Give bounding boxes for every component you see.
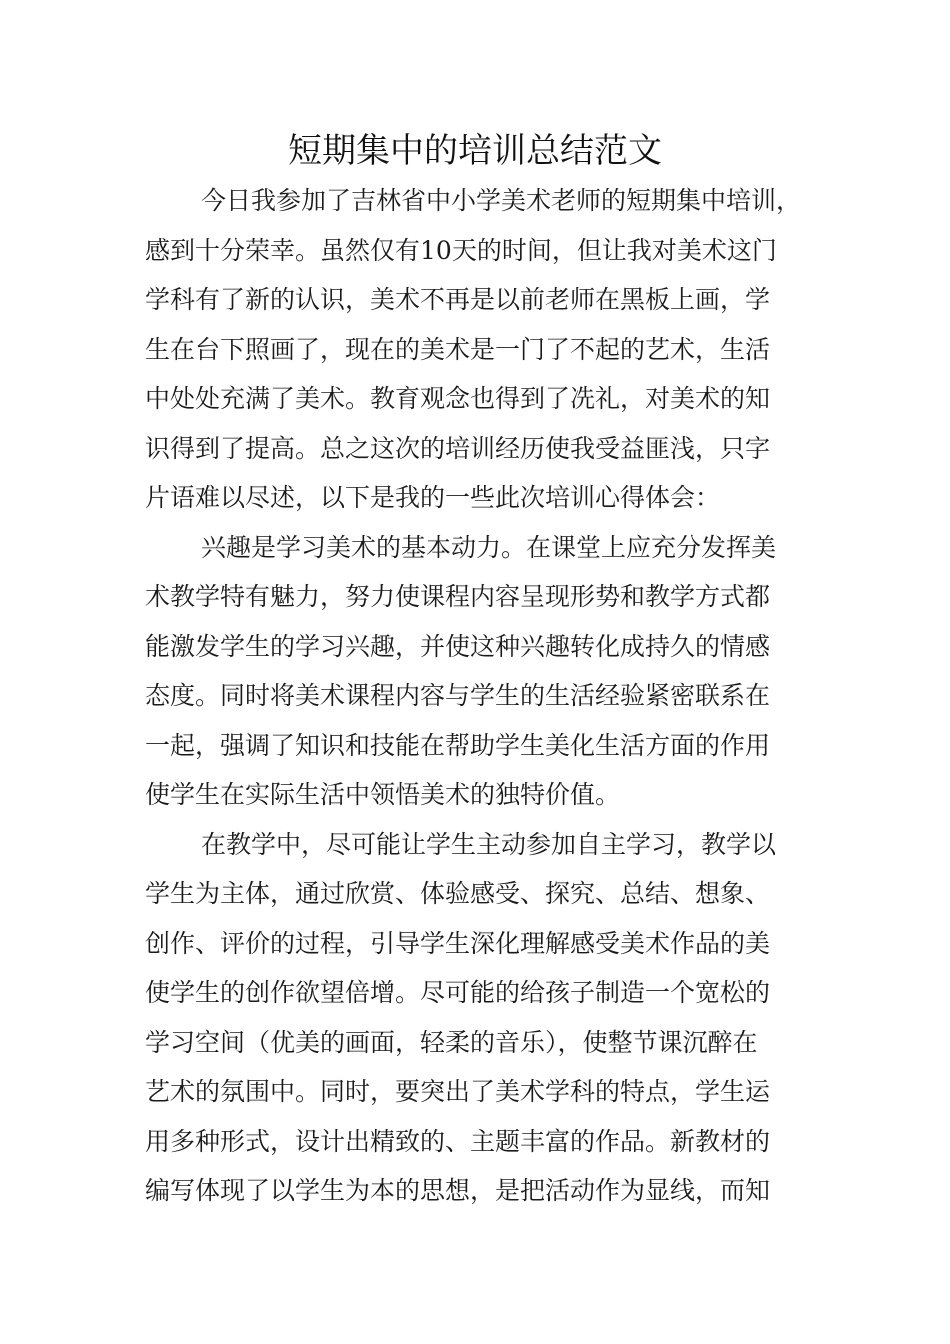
paragraph-2-line-1: 兴趣是学习美术的基本动力。在课堂上应充分发挥美 xyxy=(201,532,777,562)
paragraph-2-line-5: 一起，强调了知识和技能在帮助学生美化生活方面的作用 xyxy=(145,730,771,760)
paragraph-3-line-7: 用多种形式，设计出精致的、主题丰富的作品。新教材的 xyxy=(145,1126,771,1156)
paragraph-3-line-3: 创作、评价的过程，引导学生深化理解感受美术作品的美 xyxy=(145,928,771,958)
paragraph-2-line-4: 态度。同时将美术课程内容与学生的生活经验紧密联系在 xyxy=(145,681,771,710)
paragraph-1-line-7: 片语难以尽述，以下是我的一些此次培训心得体会： xyxy=(145,483,721,512)
paragraph-1-line-2: 感到十分荣幸。虽然仅有10天的时间，但让我对美术这门 xyxy=(145,235,777,265)
paragraph-3-line-2: 学生为主体，通过欣赏、体验感受、探究、总结、想象、 xyxy=(145,879,771,908)
paragraph-2-line-6: 使学生在实际生活中领悟美术的独特价值。 xyxy=(145,780,621,809)
paragraph-3-line-1: 在教学中，尽可能让学生主动参加自主学习，教学以 xyxy=(201,829,777,859)
paragraph-3-line-8: 编写体现了以学生为本的思想，是把活动作为显线，而知 xyxy=(145,1176,771,1205)
paragraph-1-line-1: 今日我参加了吉林省中小学美术老师的短期集中培训， xyxy=(201,186,802,215)
document-title: 短期集中的培训总结范文 xyxy=(288,131,662,171)
paragraph-2-line-2: 术教学特有魅力，努力使课程内容呈现形势和教学方式都 xyxy=(145,582,771,611)
paragraph-1-line-6: 识得到了提高。总之这次的培训经历使我受益匪浅，只字 xyxy=(145,433,771,463)
paragraph-3-line-4: 使学生的创作欲望倍增。尽可能的给孩子制造一个宽松的 xyxy=(145,978,771,1007)
paragraph-1-line-3: 学科有了新的认识，美术不再是以前老师在黑板上画，学 xyxy=(145,285,771,314)
paragraph-2-line-3: 能激发学生的学习兴趣，并使这种兴趣转化成持久的情感 xyxy=(145,631,771,661)
paragraph-3-line-6: 艺术的氛围中。同时，要突出了美术学科的特点，学生运 xyxy=(145,1077,771,1106)
paragraph-1-line-5: 中处处充满了美术。教育观念也得到了冼礼，对美术的知 xyxy=(145,384,771,413)
paragraph-3-line-5: 学习空间（优美的画面，轻柔的音乐），使整节课沉醉在 xyxy=(145,1027,758,1057)
document-body xyxy=(145,176,815,1216)
paragraph-1-line-4: 生在台下照画了，现在的美术是一门了不起的艺术，生活 xyxy=(145,334,771,364)
